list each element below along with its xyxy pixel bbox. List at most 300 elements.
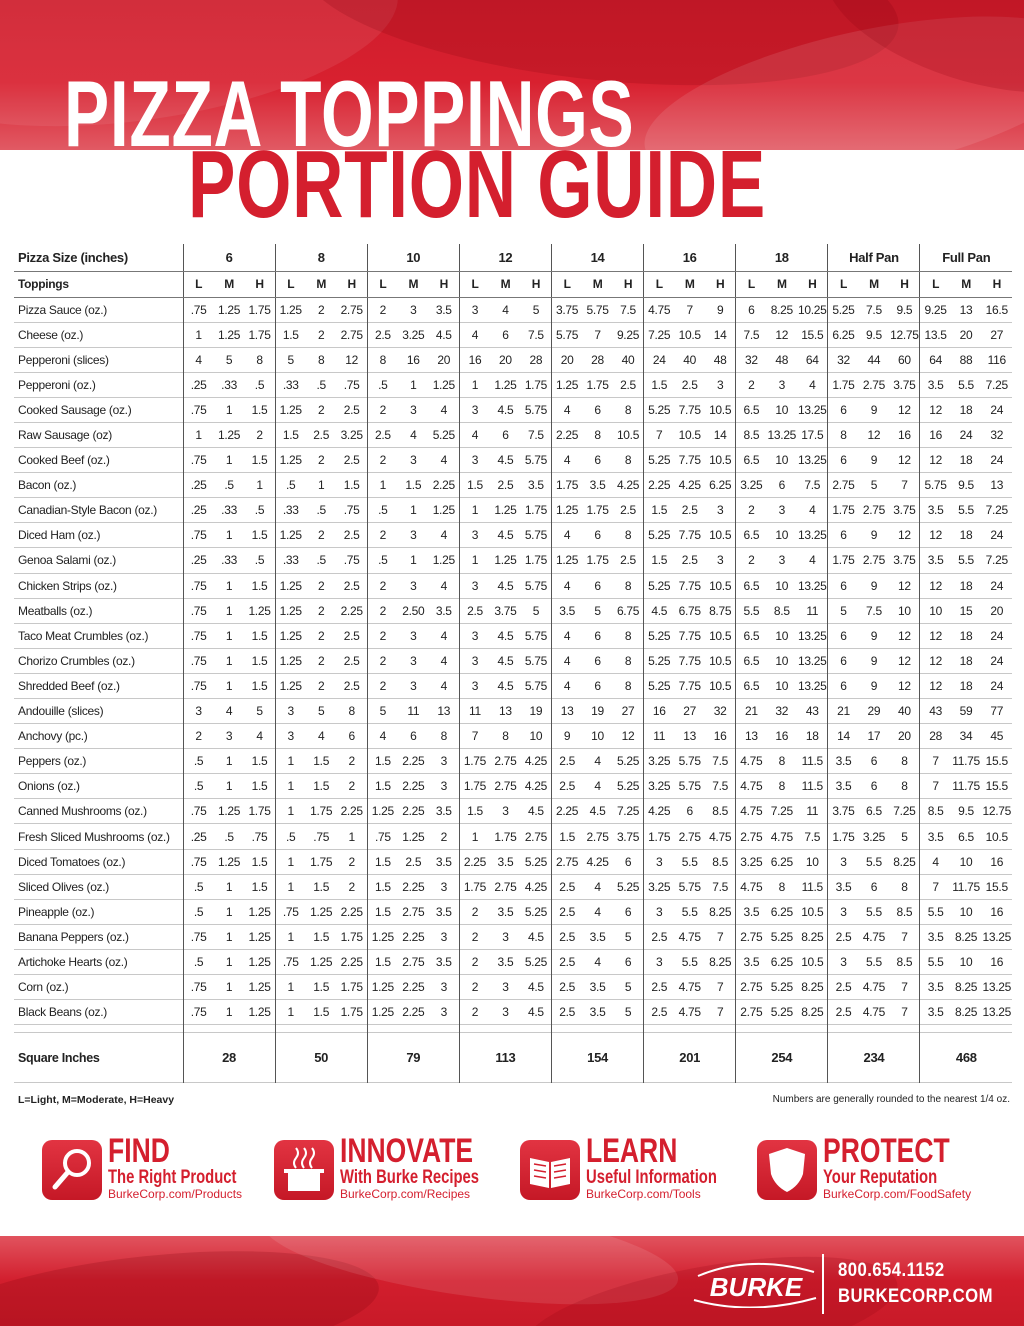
portion-cell: 27 — [621, 704, 635, 719]
portion-cell: 1.25 — [367, 799, 398, 824]
portion-cell: 8.25 — [801, 1005, 824, 1020]
portion-cell: 6 — [594, 653, 601, 668]
portion-cell: 11 — [806, 804, 819, 819]
table-row — [14, 297, 1012, 322]
portion-cell: 5.25 — [644, 623, 675, 648]
portion-cell: 3 — [440, 779, 447, 794]
portion-cell: 7 — [716, 980, 724, 995]
portion-cell: 2 — [317, 402, 325, 417]
portion-cell: 4 — [552, 523, 583, 548]
portion-cell: 6.25 — [709, 478, 732, 493]
portion-cell: 2.5 — [644, 1000, 675, 1025]
portion-cell: 1.5 — [313, 754, 330, 769]
portion-cell: 1 — [317, 478, 325, 493]
portion-cell: 3.25 — [644, 749, 675, 774]
portion-cell: 1.75 — [586, 503, 609, 518]
level-header: H — [521, 271, 552, 297]
portion-cell: .25 — [183, 473, 214, 498]
portion-cell: 3 — [275, 724, 306, 749]
portion-cell: 1 — [459, 372, 490, 397]
portion-cell: 10 — [775, 402, 789, 417]
portion-cell: 8 — [594, 428, 601, 443]
portion-cell: 6 — [624, 904, 632, 919]
level-header: L — [736, 271, 767, 297]
portion-cell: 5.75 — [524, 678, 547, 693]
portion-cell: 4 — [809, 503, 816, 518]
level-header: H — [889, 271, 920, 297]
portion-cell: 1 — [348, 829, 355, 844]
portion-cell: .75 — [183, 799, 214, 824]
portion-cell: .75 — [251, 829, 268, 844]
portion-cell: 6.5 — [958, 829, 974, 844]
level-header: H — [797, 271, 828, 297]
portion-cell: 8.5 — [736, 422, 767, 447]
portion-cell: 8 — [624, 453, 632, 468]
portion-cell: 3 — [410, 678, 417, 693]
portion-cell: 3.25 — [736, 473, 767, 498]
portion-cell: 24 — [990, 628, 1004, 643]
portion-cell: 6.5 — [866, 804, 882, 819]
portion-cell: 10.5 — [678, 327, 701, 342]
portion-cell: 2.25 — [402, 754, 425, 769]
spacer-cell — [552, 1025, 644, 1033]
portion-cell: 5 — [624, 929, 632, 944]
portion-cell: 1.25 — [217, 428, 241, 443]
portion-cell: 4.75 — [736, 749, 767, 774]
portion-cell: 9.5 — [866, 327, 882, 342]
portion-cell: 6 — [594, 628, 601, 643]
portion-cell: 8.5 — [896, 904, 913, 919]
portion-cell: 4.75 — [862, 980, 885, 995]
portion-cell: 8.5 — [773, 603, 790, 618]
title-line-2: PORTION GUIDE — [188, 131, 766, 238]
portion-cell: 2.5 — [343, 628, 360, 643]
portion-cell: 13 — [499, 704, 512, 719]
portion-cell: 6.5 — [736, 573, 767, 598]
portion-cell: .25 — [183, 824, 214, 849]
portion-cell: 3 — [828, 899, 859, 924]
portion-cell: 8 — [778, 754, 785, 769]
portion-cell: 1 — [275, 874, 306, 899]
portion-cell: 1.5 — [367, 774, 398, 799]
table-row — [14, 1000, 1012, 1025]
portion-cell: 5.25 — [828, 297, 859, 322]
portion-cell: 21 — [828, 699, 859, 724]
portion-cell: 24 — [990, 578, 1004, 593]
portion-cell: 10 — [775, 578, 789, 593]
portion-cell: 4 — [502, 302, 509, 317]
size-header-label: Pizza Size (inches) — [14, 244, 183, 271]
portion-cell: 5.5 — [958, 553, 974, 568]
table-row — [14, 924, 1012, 949]
portion-cell: 43 — [920, 699, 951, 724]
portion-cell: 2.5 — [367, 322, 398, 347]
portion-cell: 24 — [990, 453, 1004, 468]
portion-cell: 1 — [410, 553, 417, 568]
portion-cell: 6 — [502, 327, 509, 342]
portion-cell: 11.75 — [952, 754, 980, 769]
portion-cell: 3 — [502, 804, 509, 819]
portion-cell: 4.75 — [678, 1005, 701, 1020]
portion-cell: 34 — [959, 729, 973, 744]
portion-cell: 1.25 — [275, 673, 306, 698]
portion-cell: 1.75 — [828, 372, 859, 397]
portion-cell: 5.25 — [644, 448, 675, 473]
portion-cell: 4 — [440, 578, 447, 593]
portion-cell: 1.75 — [586, 553, 609, 568]
portion-cell: 32 — [736, 347, 767, 372]
promo-link[interactable]: BurkeCorp.com/Products — [108, 1187, 243, 1201]
portion-cell: 44 — [867, 352, 881, 367]
portion-cell: 2.75 — [586, 829, 609, 844]
portion-cell: 3.5 — [497, 854, 514, 869]
title-line-1: PIZZA TOPPINGS — [64, 61, 635, 166]
topping-name: Diced Tomatoes (oz.) — [18, 854, 126, 869]
spacer-cell — [644, 1025, 736, 1033]
topping-name: Anchovy (pc.) — [18, 729, 88, 744]
portion-cell: 12 — [345, 352, 359, 367]
portion-cell: 3.5 — [828, 749, 859, 774]
portion-cell: 1 — [225, 779, 233, 794]
table-row — [14, 372, 1012, 397]
portion-cell: 1 — [367, 473, 398, 498]
portion-cell: 6 — [736, 297, 767, 322]
portion-cell: 8.25 — [954, 1005, 978, 1020]
portion-cell: 6 — [870, 754, 878, 769]
portion-cell: .5 — [183, 899, 214, 924]
portion-cell: 2 — [348, 854, 355, 869]
portion-cell: 5.75 — [920, 473, 951, 498]
portion-cell: 10.5 — [616, 428, 640, 443]
portion-cell: 8 — [440, 729, 447, 744]
portion-cell: 8.25 — [801, 929, 824, 944]
square-inches-value: 201 — [644, 1033, 736, 1083]
portion-cell: 3 — [440, 879, 447, 894]
portion-cell: 10 — [775, 453, 789, 468]
portion-cell: 1.5 — [367, 899, 398, 924]
spacer-cell — [459, 1025, 551, 1033]
table-row — [14, 397, 1012, 422]
portion-cell: 2 — [459, 899, 490, 924]
portion-cell: 6 — [686, 804, 693, 819]
portion-cell: 28 — [591, 352, 604, 367]
portion-cell: 12 — [867, 428, 881, 443]
portion-cell: 7.5 — [620, 302, 636, 317]
portion-cell: 2.25 — [432, 478, 455, 493]
portion-cell: 2.5 — [552, 774, 583, 799]
portion-cell: 3.5 — [828, 774, 859, 799]
portion-cell: 2 — [736, 548, 767, 573]
portion-cell: 1.75 — [828, 498, 859, 523]
portion-cell: .33 — [221, 553, 237, 568]
portion-cell: 9.25 — [920, 297, 951, 322]
portion-cell: 1 — [256, 478, 263, 493]
level-header: L — [552, 271, 583, 297]
portion-cell: 8.25 — [709, 904, 732, 919]
portion-cell: 5 — [275, 347, 306, 372]
portion-cell: 2.25 — [402, 929, 425, 944]
portion-cell: 7 — [920, 874, 951, 899]
portion-cell: 3.5 — [920, 372, 951, 397]
portion-cell: 3 — [502, 929, 509, 944]
portion-cell: 3 — [644, 899, 675, 924]
portion-cell: 2.25 — [402, 1005, 425, 1020]
portion-cell: 4.5 — [589, 804, 606, 819]
portion-cell: .5 — [367, 372, 398, 397]
portion-cell: 20 — [898, 729, 911, 744]
portion-cell: 1.25 — [275, 598, 306, 623]
table-row — [14, 774, 1012, 799]
portion-cell: 1 — [459, 824, 490, 849]
portion-cell: 5 — [828, 598, 859, 623]
portion-cell: 4 — [594, 779, 601, 794]
portion-cell: 3 — [459, 673, 490, 698]
portion-cell: 7.75 — [678, 578, 701, 593]
portion-cell: 24 — [990, 402, 1004, 417]
portion-cell: 1.5 — [459, 473, 490, 498]
topping-name: Corn (oz.) — [18, 980, 69, 995]
level-header: M — [306, 271, 337, 297]
portion-cell: 10 — [959, 954, 973, 969]
portion-cell: 7 — [716, 929, 724, 944]
portion-cell: 3.25 — [644, 774, 675, 799]
promo-link[interactable]: BurkeCorp.com/FoodSafety — [823, 1187, 972, 1201]
portion-cell: 4.25 — [644, 799, 675, 824]
portion-cell: 5.25 — [770, 1005, 793, 1020]
portion-cell: 7.5 — [527, 428, 544, 443]
portion-cell: 3 — [502, 980, 509, 995]
portion-cell: 8 — [624, 528, 632, 543]
promo-subtitle: With Burke Recipes — [340, 1167, 480, 1188]
portion-cell: 6 — [870, 779, 878, 794]
portion-cell: 10 — [775, 678, 789, 693]
portion-cell: 2 — [367, 573, 398, 598]
portion-cell: 10 — [959, 904, 973, 919]
portion-cell: 10.5 — [801, 904, 824, 919]
portion-cell: 6.5 — [736, 623, 767, 648]
portion-cell: 1.25 — [248, 603, 271, 618]
portion-cell: 2.75 — [736, 1000, 767, 1025]
portion-cell: 9 — [870, 453, 878, 468]
portion-cell: 1.75 — [310, 804, 333, 819]
portion-cell: 2.25 — [644, 473, 675, 498]
portion-cell: 2.75 — [736, 824, 767, 849]
table-row — [14, 874, 1012, 899]
portion-cell: 8.5 — [712, 854, 729, 869]
portion-cell: 1.75 — [340, 980, 363, 995]
portion-cell: .33 — [275, 372, 306, 397]
portion-cell: 5.25 — [770, 980, 793, 995]
portion-cell: 1 — [225, 653, 233, 668]
portion-cell: .5 — [367, 498, 398, 523]
portion-cell: 2.5 — [681, 553, 698, 568]
portion-cell: 6 — [594, 678, 601, 693]
size-header-row — [14, 244, 1012, 271]
portion-cell: 3 — [459, 573, 490, 598]
portion-cell: 2.75 — [402, 954, 425, 969]
size-header: Half Pan — [828, 244, 920, 271]
portion-cell: 1.5 — [644, 498, 675, 523]
portion-cell: 4.75 — [678, 980, 701, 995]
promo-subtitle: The Right Product — [108, 1167, 237, 1188]
portion-cell: 4 — [440, 402, 447, 417]
portion-cell: 1 — [275, 749, 306, 774]
portion-cell: 3.75 — [893, 503, 916, 518]
size-header: 6 — [183, 244, 275, 271]
portion-cell: 1.5 — [367, 874, 398, 899]
portion-cell: 4.5 — [527, 1005, 544, 1020]
size-header: 10 — [367, 244, 459, 271]
portion-cell: 2.25 — [459, 849, 490, 874]
promo-link[interactable]: BurkeCorp.com/Recipes — [340, 1187, 471, 1201]
portion-cell: 48 — [713, 352, 727, 367]
portion-cell: 2.75 — [862, 503, 885, 518]
portion-cell: 3 — [440, 929, 447, 944]
portion-cell: 13 — [552, 699, 583, 724]
portion-cell: 3 — [502, 1005, 509, 1020]
portion-cell: 6 — [624, 854, 632, 869]
portion-cell: 1.75 — [586, 377, 609, 392]
portion-cell: 1.75 — [828, 824, 859, 849]
portion-cell: 13 — [437, 704, 451, 719]
portion-cell: 40 — [621, 352, 635, 367]
portion-cell: 8 — [624, 578, 632, 593]
topping-name: Taco Meat Crumbles (oz.) — [18, 628, 149, 643]
portion-cell: 13.25 — [798, 453, 827, 468]
portion-cell: 1.25 — [552, 498, 583, 523]
portion-cell: 2.5 — [343, 578, 360, 593]
portion-cell: 2.25 — [402, 804, 425, 819]
portion-cell: 3 — [459, 397, 490, 422]
portion-cell: .75 — [183, 573, 214, 598]
portion-cell: 8.25 — [709, 954, 732, 969]
portion-cell: 2.75 — [524, 829, 547, 844]
portion-cell: 14 — [713, 428, 727, 443]
portion-cell: 3.5 — [920, 548, 951, 573]
portion-cell: 1.25 — [494, 377, 517, 392]
portion-cell: 2 — [317, 603, 325, 618]
size-header: 12 — [459, 244, 551, 271]
portion-cell: 10.5 — [709, 678, 732, 693]
portion-cell: 2.25 — [402, 980, 425, 995]
portion-cell: 2.5 — [343, 402, 360, 417]
portion-cell: 6.25 — [828, 322, 859, 347]
portion-cell: 4 — [809, 377, 816, 392]
portion-cell: 3.5 — [920, 975, 951, 1000]
portion-cell: 16 — [775, 729, 789, 744]
topping-name: Shredded Beef (oz.) — [18, 678, 120, 693]
portion-cell: 3 — [716, 377, 724, 392]
portion-cell: 8.25 — [893, 854, 916, 869]
portion-cell: 4.75 — [736, 799, 767, 824]
portion-cell: .5 — [275, 473, 306, 498]
portion-cell: 1.25 — [275, 623, 306, 648]
portion-cell: 2 — [440, 829, 447, 844]
portion-cell: 1.5 — [251, 879, 268, 894]
portion-cell: 15.5 — [985, 879, 1008, 894]
portion-cell: 20 — [959, 327, 973, 342]
portion-cell: 2.5 — [620, 377, 636, 392]
portion-cell: 6.25 — [770, 854, 793, 869]
portion-cell: 3.5 — [828, 874, 859, 899]
topping-name: Cheese (oz.) — [18, 327, 84, 342]
portion-cell: 3.5 — [435, 854, 452, 869]
portion-cell: 12 — [920, 573, 951, 598]
phone-number[interactable]: 800.654.1152 — [838, 1260, 945, 1281]
portion-cell: 1 — [225, 929, 233, 944]
portion-cell: 3.5 — [920, 824, 951, 849]
portion-cell: 1 — [410, 503, 417, 518]
promo-title: LEARN — [586, 1132, 678, 1170]
portion-cell: 10.5 — [709, 653, 732, 668]
portion-cell: 2 — [367, 397, 398, 422]
portion-cell: 5.75 — [678, 754, 701, 769]
level-header: M — [398, 271, 429, 297]
portion-cell: 15.5 — [985, 754, 1008, 769]
portion-cell: 4 — [367, 724, 398, 749]
portion-cell: 3 — [778, 503, 785, 518]
topping-name: Pizza Sauce (oz.) — [18, 302, 107, 317]
portion-cell: 10.5 — [985, 829, 1008, 844]
promo-link[interactable]: BurkeCorp.com/Tools — [586, 1187, 701, 1201]
table-row — [14, 623, 1012, 648]
portion-cell: 3 — [459, 623, 490, 648]
portion-cell: 6 — [594, 578, 601, 593]
portion-cell: 40 — [683, 352, 697, 367]
portion-cell: 3 — [183, 699, 214, 724]
portion-cell: 1 — [275, 849, 306, 874]
portion-cell: 7.25 — [985, 377, 1008, 392]
level-header: M — [674, 271, 705, 297]
portion-cell: 3.25 — [736, 849, 767, 874]
portion-cell: 11 — [806, 603, 819, 618]
portion-cell: .75 — [367, 824, 398, 849]
portion-cell: 11.5 — [801, 879, 823, 894]
portion-cell: 4.5 — [644, 598, 675, 623]
portion-cell: 1.5 — [552, 824, 583, 849]
portion-cell: 4.25 — [524, 754, 547, 769]
portion-cell: 7.5 — [804, 478, 821, 493]
portion-cell: 2.5 — [828, 1000, 859, 1025]
square-inches-value: 79 — [367, 1033, 459, 1083]
portion-cell: 9 — [870, 628, 878, 643]
portion-cell: 1.25 — [217, 804, 241, 819]
portion-cell: 4 — [920, 849, 951, 874]
portion-cell: 12 — [898, 528, 911, 543]
portion-cell: 9 — [870, 402, 878, 417]
website-link[interactable]: BURKECORP.COM — [838, 1286, 993, 1307]
portion-cell: 4.25 — [616, 478, 640, 493]
portion-cell: 1.25 — [217, 854, 241, 869]
portion-cell: 4.25 — [678, 478, 701, 493]
portion-cell: 4 — [183, 347, 214, 372]
portion-cell: 6 — [828, 397, 859, 422]
portion-cell: 7.5 — [712, 879, 729, 894]
portion-cell: 3.5 — [435, 904, 452, 919]
portion-cell: 6.5 — [736, 397, 767, 422]
portion-cell: 13.25 — [798, 653, 827, 668]
table-row — [14, 598, 1012, 623]
portion-cell: 3 — [716, 503, 724, 518]
burke-logo[interactable] — [690, 1258, 820, 1308]
portion-cell: 3.75 — [893, 377, 916, 392]
portion-cell: 11 — [459, 699, 490, 724]
portion-cell: 7.75 — [678, 678, 701, 693]
portion-cell: 1 — [225, 904, 233, 919]
portion-cell: 5 — [624, 980, 632, 995]
topping-name: Banana Peppers (oz.) — [18, 929, 129, 944]
portion-cell: 4 — [552, 448, 583, 473]
